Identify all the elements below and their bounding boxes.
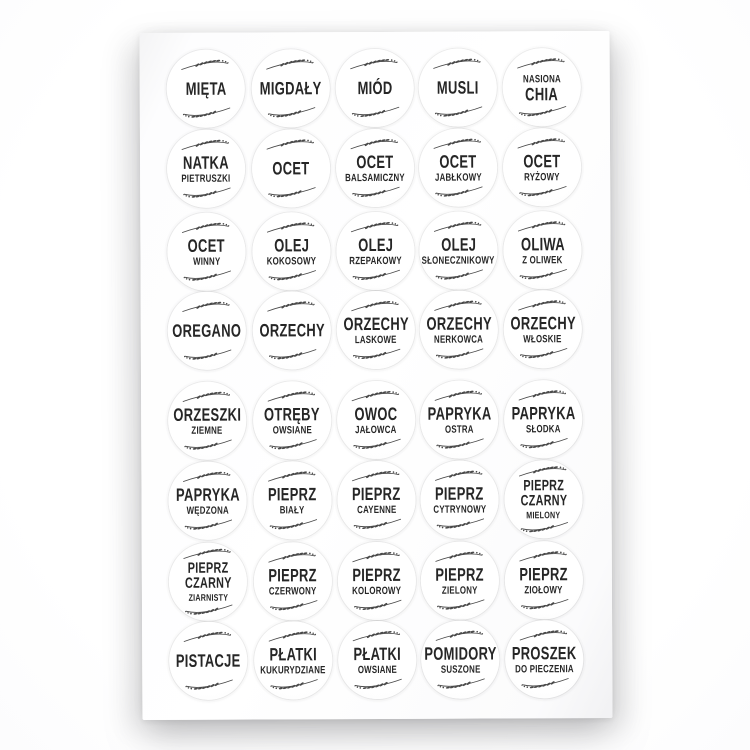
branch-sprig-icon: [516, 135, 568, 150]
branch-sprig-icon: [349, 185, 401, 200]
label-line: ZIOŁOWY: [524, 583, 564, 596]
spice-label-sticker: [504, 380, 582, 458]
spice-label-sticker: [253, 461, 331, 539]
label-line: PIEPRZ: [187, 559, 229, 577]
spice-label-sticker: [336, 49, 414, 127]
label-line: ORZESZKI: [173, 404, 242, 425]
label-line: SŁONECZNIKOWY: [422, 253, 495, 267]
label-text: [413, 314, 504, 345]
branch-sprig-icon: [517, 297, 569, 312]
branch-sprig-icon: [349, 136, 401, 151]
branch-sprig-icon: [180, 220, 232, 235]
branch-sprig-icon: [518, 627, 570, 642]
label-line: OCET: [439, 151, 477, 172]
spice-label-sticker: [167, 50, 245, 128]
branch-sprig-icon: [349, 105, 401, 120]
branch-sprig-icon: [517, 346, 569, 361]
branch-sprig-icon: [518, 548, 570, 563]
label-line: BALSAMICZNY: [345, 171, 406, 184]
label-text: [415, 404, 504, 435]
label-line: OCET: [523, 150, 561, 171]
branch-sprig-icon: [518, 597, 570, 612]
branch-sprig-icon: [266, 298, 318, 313]
branch-sprig-icon: [267, 549, 319, 564]
spice-label-sticker: [505, 620, 583, 698]
label-line: JAŁOWCA: [355, 423, 397, 436]
label-line: PAPRYKA: [511, 402, 576, 423]
branch-sprig-icon: [350, 468, 402, 483]
branch-sprig-icon: [432, 219, 484, 234]
label-line: PROSZEK: [511, 642, 577, 663]
spice-label-sticker: [421, 620, 499, 698]
branch-sprig-icon: [349, 219, 401, 234]
label-line: PŁATKI: [269, 643, 318, 664]
label-line: PAPRYKA: [427, 402, 492, 424]
branch-sprig-icon: [265, 56, 317, 71]
label-line: PIEPRZ: [352, 483, 401, 504]
branch-sprig-icon: [182, 678, 234, 693]
label-text: [265, 159, 317, 177]
label-line: NASIONA: [522, 72, 561, 85]
label-text: [511, 478, 576, 521]
branch-sprig-icon: [516, 55, 568, 70]
spice-label-sticker: [419, 211, 497, 289]
branch-sprig-icon: [516, 218, 568, 233]
branch-sprig-icon: [433, 298, 485, 313]
branch-sprig-icon: [181, 269, 233, 284]
label-text: [177, 80, 234, 98]
label-line: CYTRYNOWY: [433, 503, 487, 516]
label-text: [424, 484, 495, 515]
branch-sprig-icon: [434, 677, 486, 692]
label-text: [175, 560, 240, 603]
label-line: CHIA: [525, 83, 559, 104]
label-line: PIEPRZ: [435, 483, 484, 504]
label-line: CAYENNE: [356, 503, 397, 516]
branch-sprig-icon: [265, 105, 317, 120]
spice-label-sticker: [253, 291, 331, 369]
branch-sprig-icon: [181, 299, 233, 314]
label-line: KUKURYDZIANE: [260, 663, 327, 677]
spice-label-sticker: [169, 622, 247, 700]
branch-sprig-icon: [182, 603, 234, 618]
spice-label-sticker: [252, 212, 330, 290]
branch-sprig-icon: [351, 628, 403, 643]
spice-label-sticker: [254, 542, 332, 620]
label-line: OLEJ: [273, 234, 309, 255]
spice-label-sticker: [337, 461, 415, 539]
label-text: [343, 565, 411, 596]
spice-label-sticker: [338, 542, 416, 620]
label-line: MIELONY: [526, 509, 561, 521]
label-line: PIEPRZ: [268, 483, 317, 504]
branch-sprig-icon: [434, 549, 486, 564]
label-line: ORZECHY: [510, 312, 576, 333]
label-text: [259, 485, 327, 516]
label-line: RZEPAKOWY: [349, 254, 402, 267]
label-text: [340, 235, 410, 266]
label-text: [160, 405, 254, 436]
branch-sprig-icon: [517, 387, 569, 402]
label-text: [248, 79, 334, 97]
spice-label-sticker: [503, 48, 581, 126]
spice-label-sticker: [254, 621, 332, 699]
branch-sprig-icon: [267, 628, 319, 643]
branch-sprig-icon: [180, 57, 232, 72]
label-text: [516, 152, 568, 183]
label-text: [181, 236, 233, 267]
label-text: [426, 565, 494, 596]
spice-label-sticker: [503, 128, 581, 206]
label-text: [512, 235, 573, 266]
label-line: PIEPRZ: [519, 563, 569, 584]
spice-label-sticker: [337, 291, 415, 369]
spice-label-sticker: [338, 621, 416, 699]
label-line: RYŻOWY: [524, 170, 560, 183]
label-text: [163, 652, 253, 670]
branch-sprig-icon: [433, 268, 485, 283]
label-line: PAPRYKA: [175, 484, 240, 505]
label-text: [499, 404, 588, 435]
branch-sprig-icon: [180, 106, 232, 121]
label-text: [516, 72, 567, 103]
label-line: WINNY: [192, 255, 221, 268]
spice-label-sticker: [504, 290, 582, 368]
label-line: OWSIANE: [272, 423, 312, 436]
label-line: PIEPRZ: [268, 564, 318, 585]
label-text: [258, 236, 324, 267]
label-line: PISTACJE: [175, 650, 241, 671]
spice-label-sticker: [167, 213, 245, 291]
branch-sprig-icon: [181, 438, 233, 453]
label-line: KOLOROWY: [352, 584, 402, 597]
label-line: PIEPRZ: [435, 564, 485, 585]
label-text: [344, 644, 410, 675]
spice-label-sticker: [169, 543, 247, 621]
branch-sprig-icon: [351, 598, 403, 613]
label-text: [259, 566, 327, 597]
label-line: OLEJ: [440, 234, 476, 255]
label-line: DO PIECZENIA: [514, 662, 574, 675]
label-line: OTRĘBY: [264, 403, 321, 424]
label-text: [163, 485, 252, 516]
branch-sprig-icon: [432, 56, 484, 71]
label-text: [350, 79, 399, 97]
label-line: MIĘTA: [185, 78, 227, 99]
branch-sprig-icon: [517, 436, 569, 451]
label-text: [427, 152, 490, 183]
label-text: [410, 235, 507, 266]
branch-sprig-icon: [432, 136, 484, 151]
branch-sprig-icon: [266, 388, 318, 403]
label-line: LASKOWE: [354, 333, 397, 346]
label-line: OREGANO: [172, 320, 242, 341]
branch-sprig-icon: [266, 347, 318, 362]
label-text: [246, 321, 337, 339]
branch-sprig-icon: [518, 520, 570, 535]
label-line: OLIWA: [520, 233, 565, 254]
label-line: PIEPRZ: [523, 476, 564, 494]
branch-sprig-icon: [265, 185, 317, 200]
branch-sprig-icon: [433, 437, 485, 452]
spice-label-sticker: [253, 381, 331, 459]
label-line: ORZECHY: [259, 320, 325, 341]
label-text: [159, 322, 255, 340]
label-line: SŁODKA: [525, 422, 561, 435]
label-line: OLEJ: [357, 234, 393, 255]
label-line: ORZECHY: [343, 313, 409, 334]
label-line: CZARNY: [520, 492, 567, 510]
branch-sprig-icon: [351, 517, 403, 532]
sticker-sheet: [140, 31, 613, 720]
label-line: MUSLI: [436, 77, 479, 98]
spice-label-sticker: [252, 49, 330, 127]
label-line: ZIEMNE: [191, 424, 223, 437]
branch-sprig-icon: [266, 437, 318, 452]
branch-sprig-icon: [349, 56, 401, 71]
label-line: BIAŁY: [280, 503, 305, 516]
branch-sprig-icon: [433, 388, 485, 403]
branch-sprig-icon: [432, 105, 484, 120]
branch-sprig-icon: [516, 184, 568, 199]
branch-sprig-icon: [265, 136, 317, 151]
branch-sprig-icon: [434, 628, 486, 643]
branch-sprig-icon: [518, 676, 570, 691]
label-line: OCET: [272, 158, 310, 179]
label-line: OSTRA: [444, 423, 474, 436]
label-text: [253, 405, 331, 436]
label-line: Z OLIWEK: [522, 253, 563, 266]
label-line: OCET: [356, 151, 394, 172]
label-line: JABŁKOWY: [434, 171, 482, 184]
spice-label-sticker: [336, 129, 414, 207]
branch-sprig-icon: [432, 185, 484, 200]
branch-sprig-icon: [517, 267, 569, 282]
label-line: WŁOSKIE: [523, 332, 563, 345]
label-line: SUSZONE: [440, 663, 481, 676]
label-line: ZIELONY: [442, 584, 478, 597]
label-line: ZIARNISTY: [188, 592, 228, 604]
branch-sprig-icon: [265, 219, 317, 234]
branch-sprig-icon: [434, 598, 486, 613]
spice-label-sticker: [505, 541, 583, 619]
label-text: [497, 314, 588, 345]
branch-sprig-icon: [351, 677, 403, 692]
branch-sprig-icon: [182, 518, 234, 533]
branch-sprig-icon: [180, 186, 232, 201]
spice-label-sticker: [419, 128, 497, 206]
spice-label-sticker: [336, 212, 414, 290]
spice-label-sticker: [167, 130, 245, 208]
branch-sprig-icon: [433, 468, 485, 483]
label-line: PIEPRZ: [352, 564, 402, 585]
label-text: [510, 565, 578, 596]
spice-label-sticker: [168, 292, 246, 370]
spice-label-sticker: [419, 48, 497, 126]
spice-label-sticker: [420, 380, 498, 458]
label-line: NATKA: [183, 152, 230, 173]
label-line: CZERWONY: [269, 584, 317, 597]
label-line: PŁATKI: [353, 643, 402, 664]
spice-label-sticker: [420, 290, 498, 368]
label-line: NERKOWCA: [434, 333, 484, 346]
branch-sprig-icon: [351, 549, 403, 564]
label-text: [330, 314, 421, 345]
branch-sprig-icon: [266, 468, 318, 483]
spice-label-sticker: [252, 129, 330, 207]
branch-sprig-icon: [434, 517, 486, 532]
spice-label-sticker: [168, 382, 246, 460]
branch-sprig-icon: [516, 104, 568, 119]
branch-sprig-icon: [350, 347, 402, 362]
spice-label-sticker: [420, 460, 498, 538]
branch-sprig-icon: [181, 348, 233, 363]
spice-label-sticker: [504, 460, 582, 538]
label-line: WĘDZONA: [186, 504, 229, 517]
label-line: OWOC: [354, 403, 398, 424]
label-line: OWSIANE: [357, 663, 397, 676]
label-text: [173, 153, 239, 184]
label-text: [346, 404, 406, 435]
branch-sprig-icon: [350, 437, 402, 452]
label-text: [410, 644, 511, 675]
branch-sprig-icon: [350, 268, 402, 283]
branch-sprig-icon: [181, 389, 233, 404]
branch-sprig-icon: [433, 347, 485, 362]
label-line: ORZECHY: [426, 312, 492, 334]
branch-sprig-icon: [350, 388, 402, 403]
label-line: CZARNY: [184, 574, 232, 592]
label-line: MIGDAŁY: [259, 78, 322, 99]
branch-sprig-icon: [181, 469, 233, 484]
label-line: POMIDORY: [423, 642, 497, 664]
label-text: [335, 152, 415, 183]
branch-sprig-icon: [266, 268, 318, 283]
label-line: MIÓD: [357, 77, 393, 99]
branch-sprig-icon: [182, 629, 234, 644]
label-text: [250, 645, 337, 676]
label-text: [429, 79, 487, 97]
label-text: [343, 484, 411, 515]
spice-label-sticker: [337, 381, 415, 459]
label-line: PIETRUSZKI: [181, 172, 231, 185]
branch-sprig-icon: [267, 677, 319, 692]
branch-sprig-icon: [180, 137, 232, 152]
label-line: OCET: [187, 235, 226, 256]
spice-label-sticker: [421, 541, 499, 619]
label-line: KOKOSOWY: [266, 254, 317, 267]
branch-sprig-icon: [267, 517, 319, 532]
spice-label-sticker: [168, 462, 246, 540]
branch-sprig-icon: [267, 598, 319, 613]
label-text: [499, 644, 589, 675]
spice-label-sticker: [503, 211, 581, 289]
branch-sprig-icon: [350, 298, 402, 313]
